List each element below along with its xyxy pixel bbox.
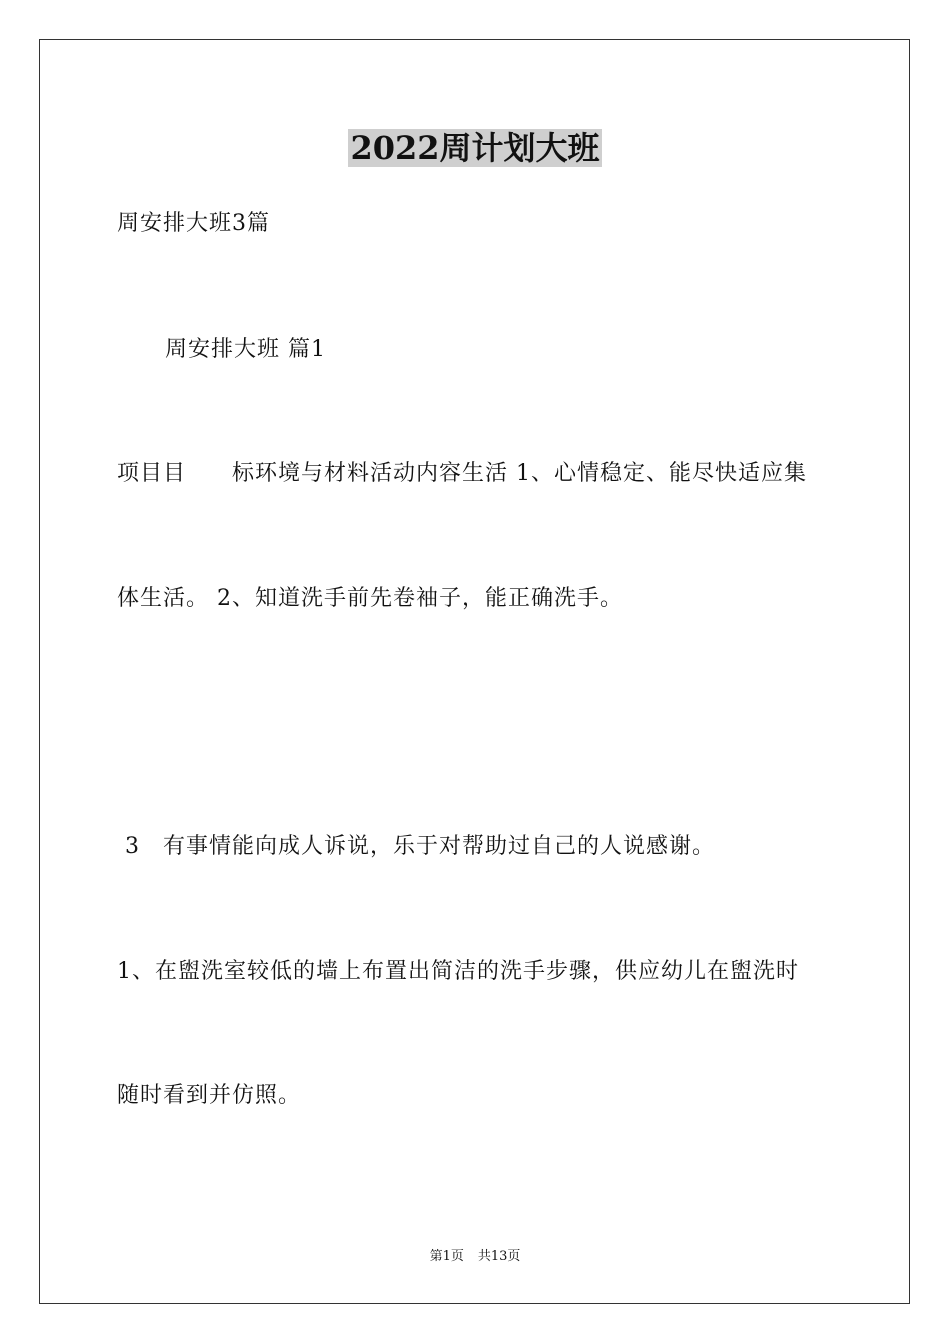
paragraph-line: 3 有事情能向成人诉说，乐于对帮助过自己的人说感谢。	[125, 834, 715, 859]
page-number: 第1页	[429, 1249, 464, 1264]
paragraph-line: 随时看到并仿照。	[117, 1083, 302, 1108]
page-footer	[0, 1248, 950, 1266]
paragraph-line: 体生活。 2、知道洗手前先卷袖子，能正确洗手。	[117, 586, 623, 611]
document-subtitle: 周安排大班3篇	[117, 211, 270, 236]
paragraph-line: 1、在盥洗室较低的墙上布置出简洁的洗手步骤，供应幼儿在盥洗时	[117, 959, 799, 984]
document-title-text: 2022周计划大班	[350, 129, 600, 167]
paragraph-line: 项目目 标环境与材料活动内容生活 1、心情稳定、能尽快适应集	[117, 461, 807, 486]
section-heading: 周安排大班 篇1	[165, 337, 326, 362]
document-title	[0, 128, 950, 168]
page-total: 共13页	[477, 1249, 521, 1264]
